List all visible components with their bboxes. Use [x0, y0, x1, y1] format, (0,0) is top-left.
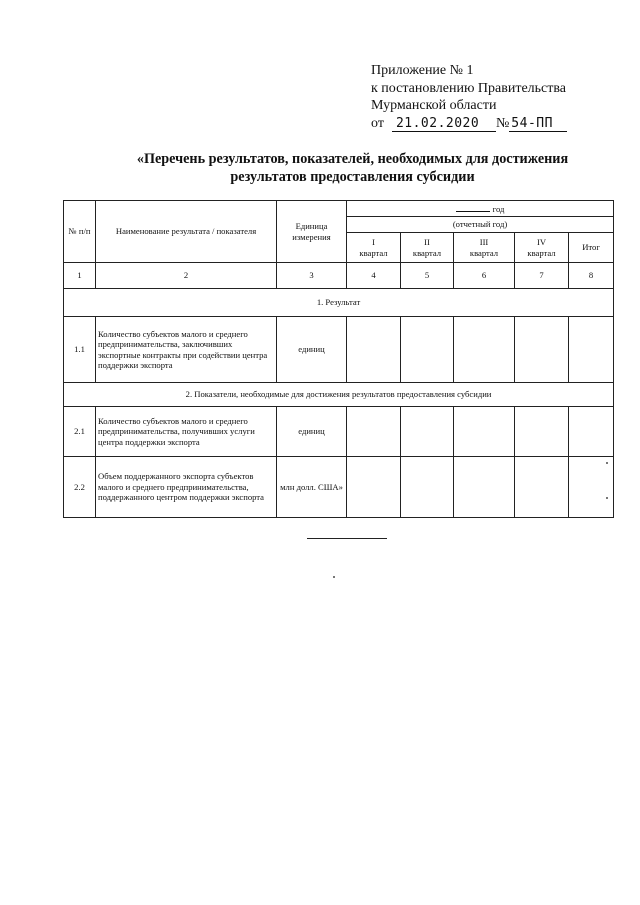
colnum-2: 2 [96, 263, 277, 289]
row-q4-value [515, 457, 569, 518]
q2-label: квартал [412, 247, 442, 258]
document-title [60, 150, 640, 186]
year-blank-line [456, 203, 490, 212]
q4-roman: IV [536, 237, 547, 247]
closing-line [307, 538, 387, 539]
row-q3-value [454, 457, 515, 518]
row-num: 2.2 [64, 457, 96, 518]
row-q4-value [515, 407, 569, 457]
row-q1-value [347, 457, 401, 518]
colnum-7: 7 [515, 263, 569, 289]
header-q3 [454, 233, 515, 263]
row-q3-value [454, 317, 515, 383]
header-num: № п/п [64, 201, 96, 263]
colnum-1: 1 [64, 263, 96, 289]
header-q1 [347, 233, 401, 263]
results-table [63, 200, 614, 518]
q1-label: квартал [359, 247, 388, 258]
header-q4 [515, 233, 569, 263]
colnum-5: 5 [401, 263, 454, 289]
table-row [64, 457, 614, 518]
row-unit: млн долл. США» [277, 457, 347, 518]
row-q2-value [401, 457, 454, 518]
colnum-6: 6 [454, 263, 515, 289]
row-total-value [569, 317, 614, 383]
q2-roman: II [424, 237, 430, 247]
section-1-row [64, 289, 614, 317]
header-year-label: год [492, 203, 505, 214]
row-unit: единиц [277, 317, 347, 383]
q3-roman: III [479, 237, 489, 247]
row-unit: единиц [277, 407, 347, 457]
header-row-1 [64, 201, 614, 217]
appendix-block [371, 62, 631, 132]
section-1-title: 1. Результат [64, 289, 614, 317]
section-2-row [64, 383, 614, 407]
colnum-3: 3 [277, 263, 347, 289]
column-numbers-row [64, 263, 614, 289]
from-label: от [371, 115, 384, 131]
row-q3-value [454, 407, 515, 457]
colnum-8: 8 [569, 263, 614, 289]
table-row [64, 317, 614, 383]
row-q2-value [401, 317, 454, 383]
row-name: Количество субъектов малого и среднего предпринимательства, получивших услуги центра поддержки экспорта [96, 407, 277, 457]
decree-number: 54-ПП [509, 117, 567, 132]
title-line-1: «Перечень результатов, показателей, необходимых для достижения [136, 151, 569, 167]
q4-label: квартал [527, 247, 556, 258]
title-line-2: результатов предоставления субсидии [230, 169, 475, 185]
header-q2 [401, 233, 454, 263]
colnum-4: 4 [347, 263, 401, 289]
row-num: 2.1 [64, 407, 96, 457]
q1-roman: I [372, 237, 375, 247]
header-year [347, 201, 614, 217]
appendix-title: Приложение № 1 [371, 63, 474, 78]
row-q4-value [515, 317, 569, 383]
appendix-decree-line: к постановлению Правительства [371, 80, 567, 96]
header-name: Наименование результата / показателя [96, 201, 277, 263]
row-name: Объем поддержанного экспорта субъектов малого и среднего предпринимательства, поддержанного центром поддержки экспорта [96, 457, 277, 518]
number-label: № [495, 115, 510, 131]
row-total-value [569, 407, 614, 457]
header-reporting-year: (отчетный год) [347, 217, 614, 233]
decree-date: 21.02.2020 [392, 117, 496, 132]
row-q1-value [347, 317, 401, 383]
appendix-date-line [371, 115, 631, 133]
scan-speck [606, 497, 608, 499]
row-num: 1.1 [64, 317, 96, 383]
appendix-region-line: Мурманской области [371, 98, 497, 113]
table-row [64, 407, 614, 457]
row-name: Количество субъектов малого и среднего предпринимательства, заключивших экспортные контракты при содействии центра поддержки экспорта [96, 317, 277, 383]
section-2-title: 2. Показатели, необходимые для достижения результатов предоставления субсидии [64, 383, 614, 407]
header-total: Итог [569, 233, 614, 263]
q3-label: квартал [469, 247, 499, 258]
row-q2-value [401, 407, 454, 457]
header-unit: Единица измерения [277, 201, 347, 263]
scan-speck [333, 576, 335, 578]
scan-speck [606, 462, 608, 464]
row-total-value [569, 457, 614, 518]
row-q1-value [347, 407, 401, 457]
